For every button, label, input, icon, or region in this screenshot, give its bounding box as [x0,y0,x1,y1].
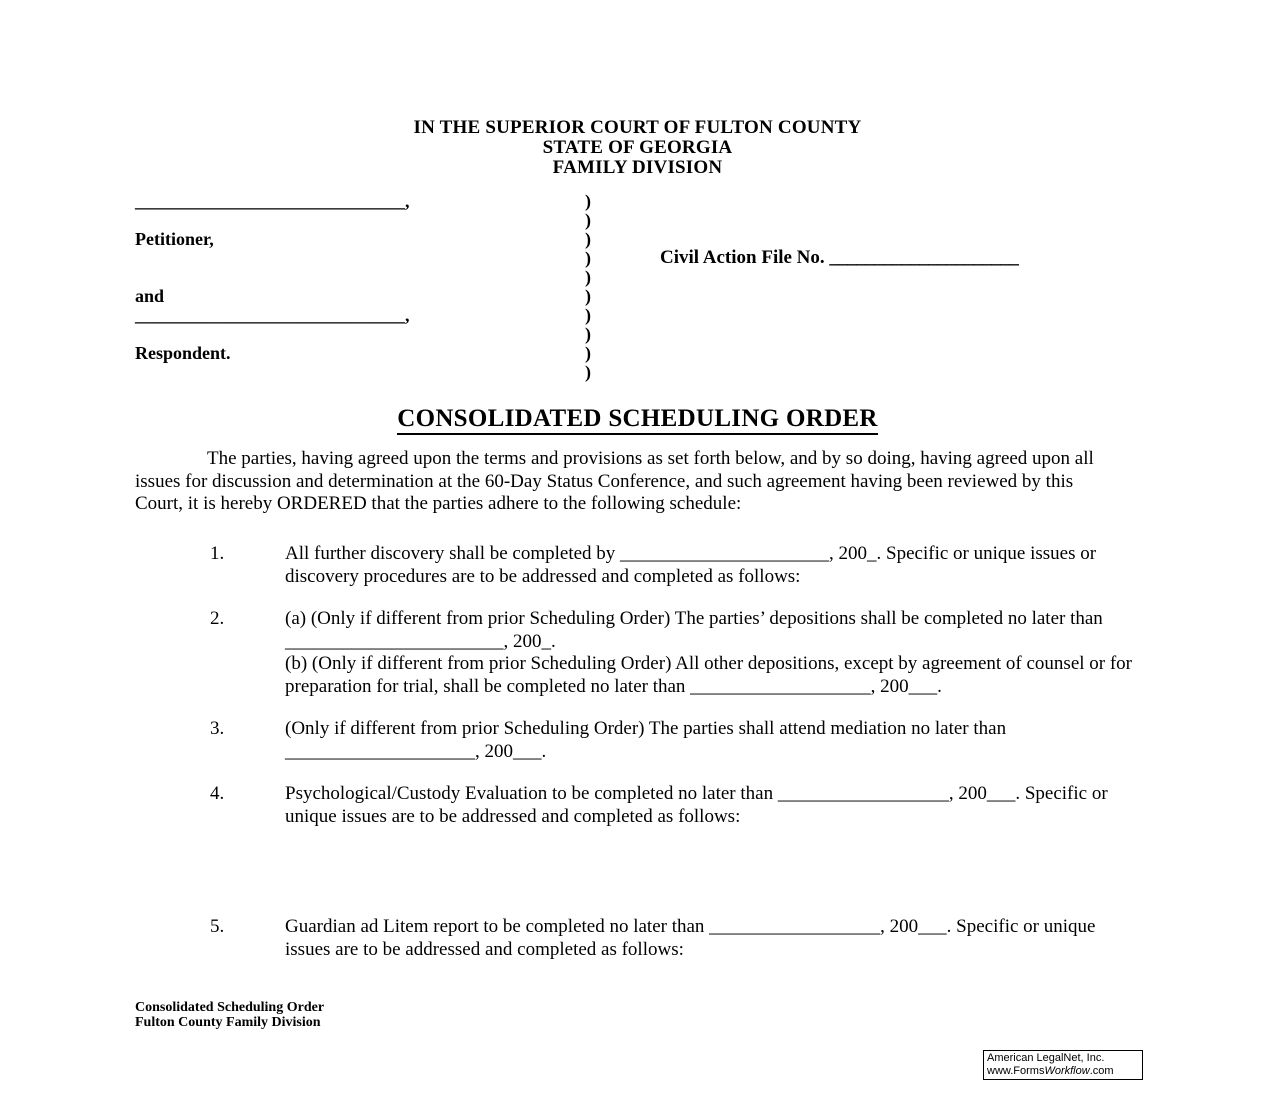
legalnet-url-prefix: www.Forms [987,1064,1045,1077]
caption-spacer-2 [135,249,555,268]
item-number: 2. [210,608,225,629]
caption-paren: ) [585,286,591,306]
caption-paren: ) [585,305,591,325]
item-line: (Only if different from prior Scheduling Order) The parties shall attend mediation no later than ____________________, 200___. [285,718,1007,762]
caption-parties [135,192,555,363]
petitioner-name-line: ______________________________, [135,191,410,211]
court-heading-line-1: IN THE SUPERIOR COURT OF FULTON COUNTY [413,117,862,138]
item-body [285,783,1140,828]
caption-paren: ) [585,191,591,211]
page-title [0,405,1275,433]
civil-action-file-no [660,248,1018,267]
item-body [285,718,1140,763]
caption-spacer-1 [135,211,555,230]
document-footer [135,1000,324,1030]
list-item [135,608,1140,698]
american-legalnet-stamp [983,1050,1143,1080]
respondent-label: Respondent. [135,343,231,363]
civil-action-label: Civil Action File No. [660,247,825,268]
list-item [135,916,1140,961]
item-body [285,543,1140,588]
legalnet-company: American LegalNet, Inc. [987,1052,1105,1064]
item-number: 1. [210,543,225,564]
legalnet-url-suffix: .com [1089,1064,1114,1077]
item-body [285,916,1140,961]
list-item [135,718,1140,763]
and-label: and [135,286,165,306]
page-title-text: CONSOLIDATED SCHEDULING ORDER [397,405,878,435]
item-line: Guardian ad Litem report to be completed no later than __________________, 200___. Specific or unique issues are to be addressed and completed as follows: [285,916,1096,960]
legalnet-url [987,1065,1139,1078]
caption-spacer-3 [135,268,555,287]
court-heading-line-3: FAMILY DIVISION [552,157,723,178]
item-number: 5. [210,916,225,937]
item-line: All further discovery shall be completed by ______________________, 200_. Specific or unique issues or discovery procedures are to be addressed and completed as follows: [285,543,1097,587]
item-body [285,608,1140,698]
footer-line-2: Fulton County Family Division [135,1015,321,1030]
caption-paren-column [585,192,615,382]
caption-paren: ) [585,267,591,287]
court-heading-line-2: STATE OF GEORGIA [542,137,733,158]
caption-paren: ) [585,229,591,249]
caption-paren: ) [585,343,591,363]
caption-spacer-4 [135,325,555,344]
court-heading [0,118,1275,178]
list-item [135,783,1140,828]
item-line: Psychological/Custody Evaluation to be completed no later than __________________, 200___. Specific or unique issues are to be addressed and completed as follows: [285,783,1108,827]
respondent-name-line: ______________________________, [135,305,410,325]
caption-paren: ) [585,362,591,382]
item-line: (a) (Only if different from prior Scheduling Order) The parties’ depositions shall be completed no later than _______________________, 200_. [285,608,1103,652]
caption-paren: ) [585,210,591,230]
legalnet-url-italic: Workflow [1044,1064,1090,1077]
intro-text: The parties, having agreed upon the terms and provisions as set forth below, and by so doing, having agreed upon all issues for discussion and determination at the 60-Day Status Conference, and such agreement having been reviewed by this Court, it is hereby ORDERED that the parties adhere to the following schedule: [135,448,1094,514]
intro-paragraph [135,448,1120,516]
caption-paren: ) [585,248,591,268]
numbered-items [135,543,1140,981]
caption-paren: ) [585,324,591,344]
footer-line-1: Consolidated Scheduling Order [135,1000,325,1015]
item-number: 4. [210,783,225,804]
list-item [135,543,1140,588]
item-number: 3. [210,718,225,739]
petitioner-label: Petitioner, [135,229,214,249]
item-line: (b) (Only if different from prior Scheduling Order) All other depositions, except by agreement of counsel or for preparation for trial, shall be completed no later than ___________________, 200___. [285,653,1133,697]
civil-action-blank: _____________________ [829,247,1019,268]
